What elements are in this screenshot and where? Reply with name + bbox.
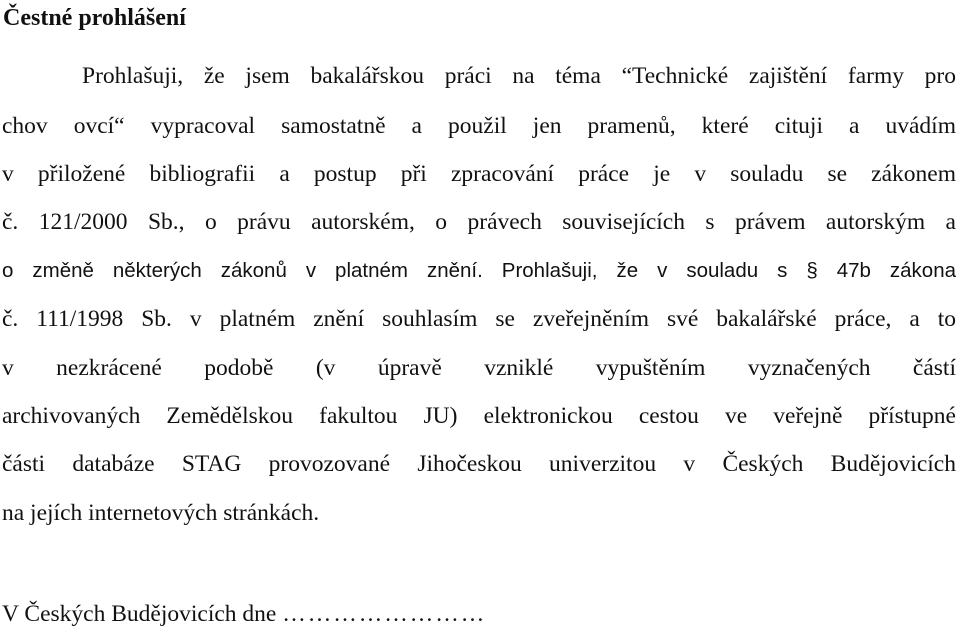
paragraph-line-5: o změně některých zákonů v platném znění. Prohlašuji, že v souladu s § 47b zákona: [2, 259, 956, 282]
signature-place: V Českých Budějovicích dne: [2, 601, 277, 627]
paragraph-line-4: č. 121/2000 Sb., o právu autorském, o právech souvisejících s právem autorským a: [2, 209, 956, 235]
page-title: Čestné prohlášení: [3, 5, 186, 31]
paragraph-line-10: na jejích internetových stránkách.: [2, 500, 320, 526]
signature-dots: ……………………: [282, 601, 487, 627]
paragraph-line-1: Prohlašuji, že jsem bakalářskou práci na téma “Technické zajištění farmy pro: [82, 63, 956, 89]
paragraph-line-8: archivovaných Zemědělskou fakultou JU) elektronickou cestou ve veřejně přístupné: [2, 403, 956, 429]
signature-line: [2, 590, 762, 638]
paragraph-line-7: v nezkrácené podobě (v úpravě vzniklé vypuštěním vyznačených částí: [2, 355, 956, 381]
paragraph-line-2: chov ovcí“ vypracoval samostatně a použil jen pramenů, které cituji a uvádím: [2, 113, 956, 139]
paragraph-line-9: části databáze STAG provozované Jihočeskou univerzitou v Českých Budějovicích: [2, 451, 956, 477]
paragraph-line-6: č. 111/1998 Sb. v platném znění souhlasím se zveřejněním své bakalářské práce, a to: [2, 306, 956, 332]
paragraph-line-3: v přiložené bibliografii a postup při zpracování práce je v souladu se zákonem: [2, 161, 956, 187]
